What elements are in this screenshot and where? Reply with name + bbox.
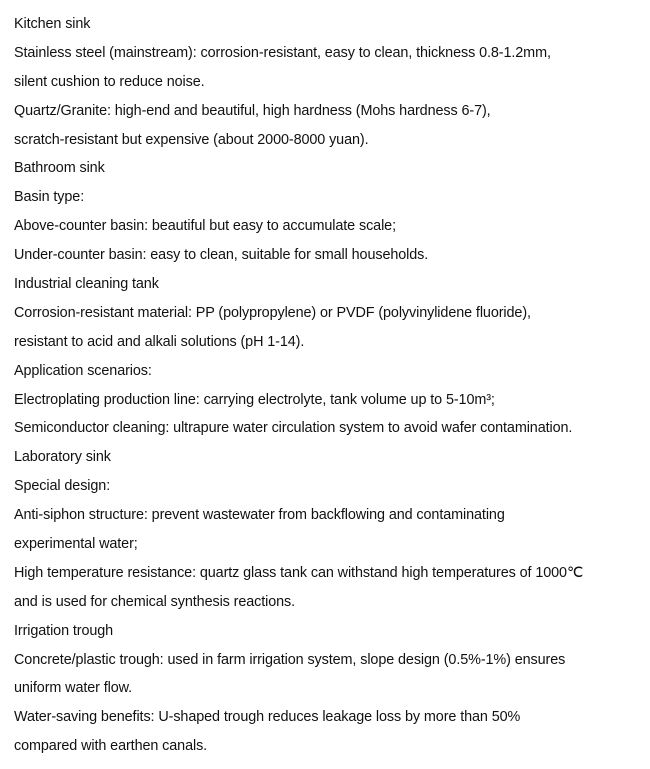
text-line: Stainless steel (mainstream): corrosion-resistant, easy to clean, thickness 0.8-1.2mm, [14, 44, 551, 61]
text-line: and is used for chemical synthesis reactions. [14, 593, 296, 610]
heading-laboratory-sink: Laboratory sink [14, 449, 111, 466]
text-line: compared with earthen canals. [14, 738, 208, 755]
text-line: uniform water flow. [14, 680, 133, 697]
heading-industrial-cleaning-tank: Industrial cleaning tank [14, 276, 159, 293]
text-line: Under-counter basin: easy to clean, suitable for small households. [14, 247, 429, 264]
text-line: Corrosion-resistant material: PP (polypropylene) or PVDF (polyvinylidene fluoride), [14, 304, 531, 321]
text-line: Special design: [14, 478, 111, 495]
heading-kitchen-sink: Kitchen sink [14, 16, 91, 32]
text-line: High temperature resistance: quartz glass tank can withstand high temperatures of 1000℃ [14, 564, 584, 581]
text-line: Semiconductor cleaning: ultrapure water circulation system to avoid wafer contamination. [14, 420, 573, 437]
text-line: Electroplating production line: carrying electrolyte, tank volume up to 5-10m³; [14, 391, 495, 408]
text-line: Concrete/plastic trough: used in farm irrigation system, slope design (0.5%-1%) ensures [14, 651, 566, 668]
text-line: Water-saving benefits: U-shaped trough reduces leakage loss by more than 50% [14, 709, 521, 726]
text-line: Basin type: [14, 189, 85, 206]
text-line: Quartz/Granite: high-end and beautiful, high hardness (Mohs hardness 6-7), [14, 102, 491, 119]
text-line: silent cushion to reduce noise. [14, 73, 205, 90]
text-line: Above-counter basin: beautiful but easy to accumulate scale; [14, 218, 396, 235]
text-line: Application scenarios: [14, 362, 152, 379]
heading-irrigation-trough: Irrigation trough [14, 622, 114, 639]
text-line: Anti-siphon structure: prevent wastewater from backflowing and contaminating [14, 507, 505, 524]
text-line: resistant to acid and alkali solutions (pH 1-14). [14, 333, 305, 350]
text-line: experimental water; [14, 536, 138, 553]
heading-bathroom-sink: Bathroom sink [14, 160, 105, 177]
text-line: scratch-resistant but expensive (about 2000-8000 yuan). [14, 131, 369, 148]
